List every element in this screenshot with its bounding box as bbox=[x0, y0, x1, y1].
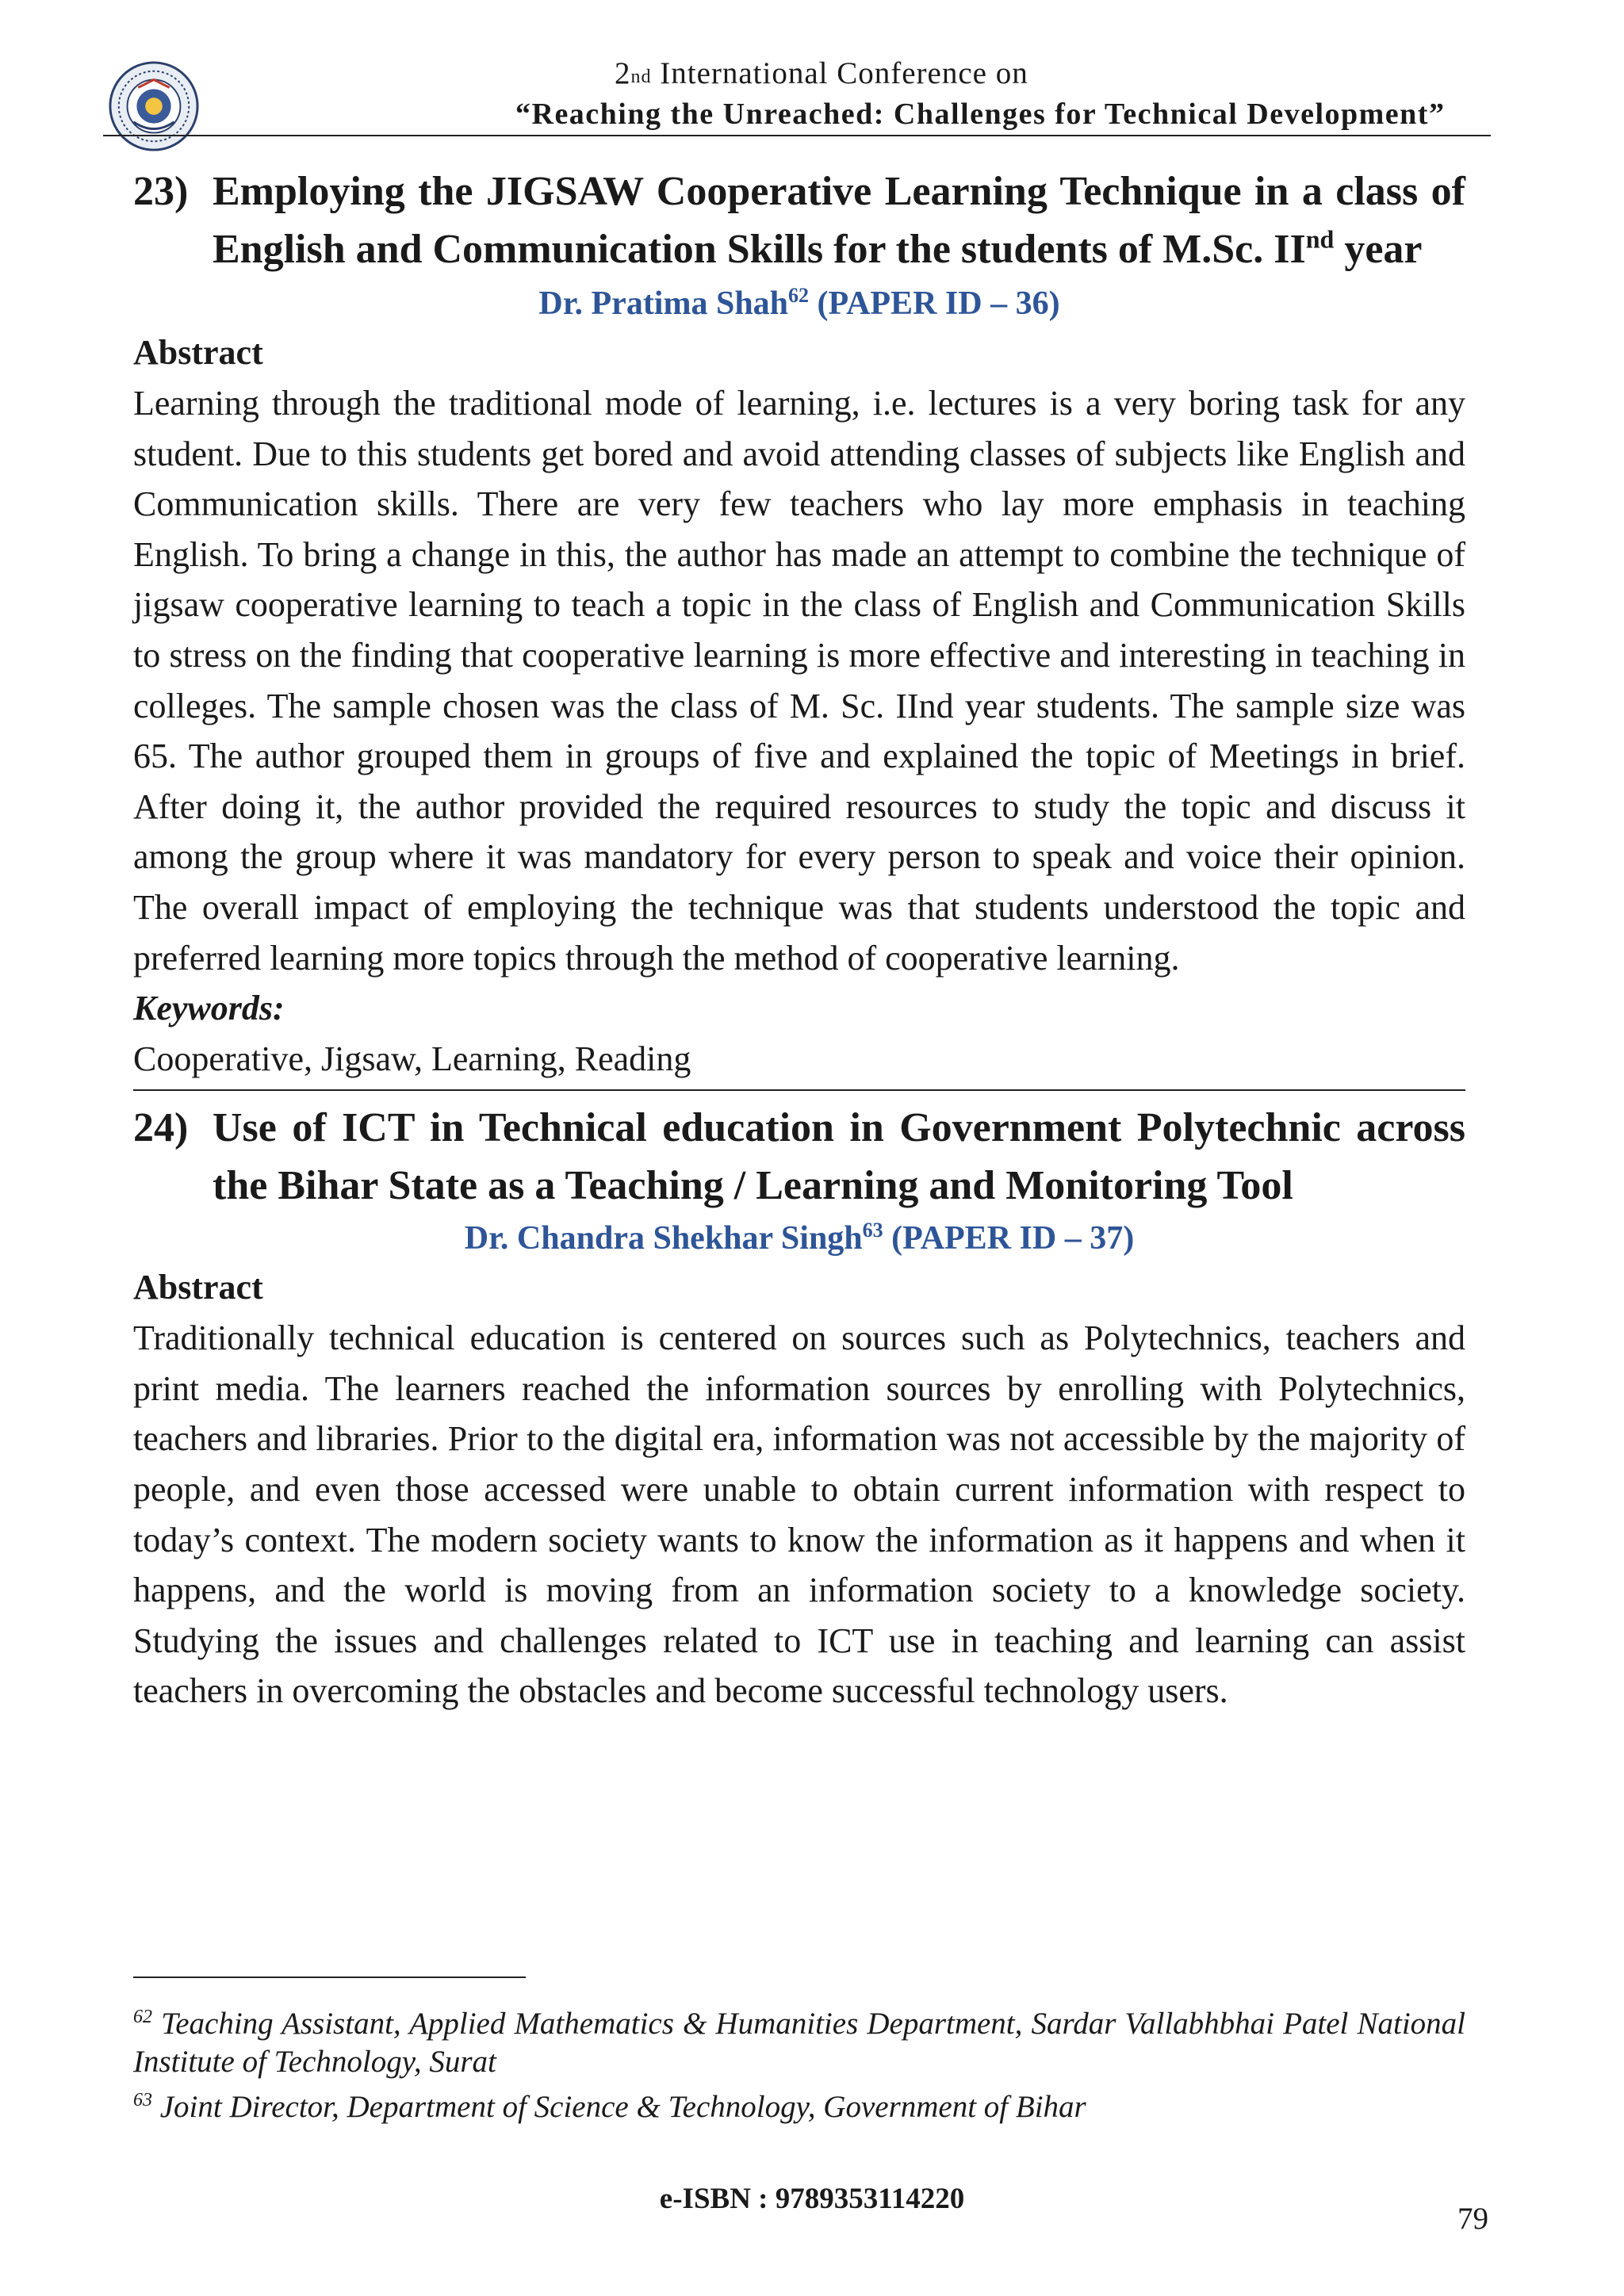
paper-number: 24) bbox=[133, 1105, 189, 1151]
keywords-label: Keywords: bbox=[133, 989, 285, 1028]
footnote: $^{63}$ Joint Director, Department of Science & Technology, Government of Bihar bbox=[133, 2090, 1086, 2124]
paper-title: 23) Employing the JIGSAW Cooperative Learning Technique in a class of English and Communication Skills for the students of M.Sc. IInd year bbox=[133, 163, 1465, 278]
paper-number: 23) bbox=[133, 169, 189, 214]
footnotes bbox=[133, 1998, 1465, 2126]
page-number: 79 bbox=[1457, 2202, 1488, 2236]
conference-emblem-icon bbox=[107, 59, 201, 153]
footnote-rule bbox=[133, 1976, 526, 1978]
isbn: e-ISBN : 9789353114220 bbox=[659, 2183, 965, 2215]
paper-title: 24) Use of ICT in Technical education in Government Polytechnic across the Bihar State as a Teaching / Learning and Monitoring Tool bbox=[133, 1099, 1465, 1215]
page-header bbox=[103, 55, 1491, 138]
header-rule bbox=[103, 135, 1491, 136]
conference-title bbox=[515, 55, 1491, 132]
paper-author: Dr. Pratima Shah$^{62}$ (PAPER ID – 36) bbox=[538, 284, 1060, 322]
section-divider bbox=[133, 1089, 1465, 1091]
footnote: $^{62}$ Teaching Assistant, Applied Mathematics & Humanities Department, Sardar Vallabhbhai Patel National Institute of Technology, Surat bbox=[133, 2007, 1465, 2079]
keywords-text: Cooperative, Jigsaw, Learning, Reading bbox=[133, 1039, 691, 1079]
abstract-text: Traditionally technical education is centered on sources such as Polytechnics, teachers and print media. The learners reached the information sources by enrolling with Polytechnics, teachers and libraries. Prior to the digital era, information was not accessible by the majority of people, and even those accessed were unable to obtain current information with respect to today’s context. The modern society wants to know the information as it happens and when it happens, and the world is moving from an information society to a knowledge society. Studying the issues and challenges related to ICT use in teaching and learning can assist teachers in overcoming the obstacles and become successful technology users. bbox=[133, 1318, 1465, 1711]
paper-author: Dr. Chandra Shekhar Singh$^{63}$ (PAPER ID – 37) bbox=[464, 1219, 1135, 1257]
page-content bbox=[133, 163, 1465, 1716]
abstract-text: Learning through the traditional mode of learning, i.e. lectures is a very boring task for any student. Due to this students get bored and avoid attending classes of subjects like English and Communication skills. There are very few teachers who lay more emphasis in teaching English. To bring a change in this, the author has made an attempt to combine the technique of jigsaw cooperative learning to teach a topic in the class of English and Communication Skills to stress on the finding that cooperative learning is more effective and interesting in teaching in colleges. The sample chosen was the class of M. Sc. IInd year students. The sample size was 65. The author grouped them in groups of five and explained the topic of Meetings in brief. After doing it, the author provided the required resources to study the topic and discuss it among the group where it was mandatory for every person to speak and voice their opinion. The overall impact of employing the technique was that students understood the topic and preferred learning more topics through the method of cooperative learning. bbox=[133, 384, 1465, 978]
abstract-heading: Abstract bbox=[133, 333, 263, 372]
conference-line-1: $2_{nd}$ International Conference on bbox=[615, 56, 1028, 90]
abstract-heading: Abstract bbox=[133, 1268, 263, 1307]
conference-line-2: “Reaching the Unreached: Challenges for Technical Development” bbox=[515, 98, 1446, 131]
